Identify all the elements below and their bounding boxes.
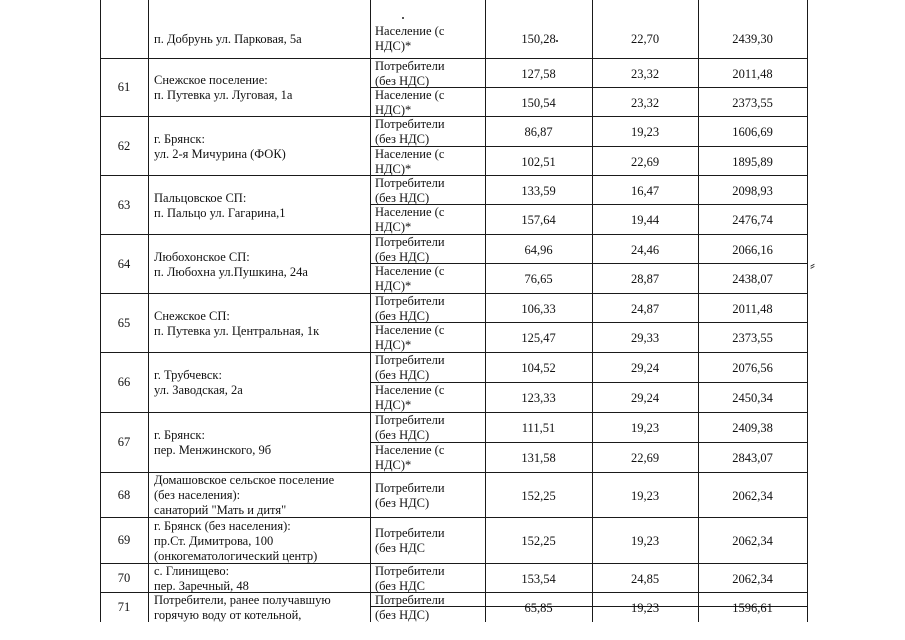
row-number: 63 (117, 198, 131, 212)
row-rule (100, 234, 808, 235)
place-text: п. Добрунь ул. Парковая, 5а (154, 32, 302, 46)
place-text: Любохонское СП: (154, 250, 250, 264)
consumer-category: НДС)* (375, 39, 412, 53)
value-cell: 150,54 (521, 96, 556, 110)
value-cell: 2066,16 (732, 243, 773, 257)
value-cell: 2450,34 (732, 391, 773, 405)
row-number: 69 (117, 533, 131, 547)
value-cell: 104,52 (521, 361, 556, 375)
value-cell: 2076,56 (732, 361, 773, 375)
consumer-category: НДС)* (375, 458, 412, 472)
value-cell: 16,47 (630, 184, 660, 198)
value-cell: 22,69 (630, 155, 660, 169)
consumer-category: Потребители (375, 593, 445, 607)
consumer-category: (без НДС (375, 541, 426, 555)
value-cell: 123,33 (521, 391, 556, 405)
consumer-category: Потребители (375, 117, 445, 131)
row-number: 70 (117, 571, 131, 585)
value-cell: 23,32 (630, 67, 660, 81)
place-text: Снежское поселение: (154, 73, 268, 87)
value-cell: 102,51 (521, 155, 556, 169)
value-cell: 29,33 (630, 331, 660, 345)
value-cell: 22,70 (630, 32, 660, 46)
value-cell: 28,87 (630, 272, 660, 286)
value-cell: 133,59 (521, 184, 556, 198)
value-cell: 64,96 (524, 243, 553, 257)
value-cell: 2439,30 (732, 32, 773, 46)
consumer-category: Потребители (375, 176, 445, 190)
row-number: 66 (117, 375, 131, 389)
value-cell: 2062,34 (732, 534, 773, 548)
place-text: (без населения): (154, 488, 241, 502)
value-cell: 19,23 (630, 489, 660, 503)
place-text: пр.Ст. Димитрова, 100 (154, 534, 274, 548)
row-rule (100, 352, 808, 353)
value-cell: 2098,93 (732, 184, 773, 198)
row-number: 61 (117, 80, 131, 94)
value-cell: 29,24 (630, 391, 660, 405)
value-cell: 76,65 (524, 272, 553, 286)
value-cell: 24,46 (630, 243, 660, 257)
value-cell: 23,32 (630, 96, 660, 110)
value-cell: 65,85 (524, 601, 553, 615)
place-text: Снежское СП: (154, 309, 230, 323)
consumer-category: Население (с (375, 88, 445, 102)
value-cell: 125,47 (521, 331, 556, 345)
place-text: с. Глинищево: (154, 564, 230, 578)
value-cell: 1606,69 (732, 125, 773, 139)
place-text: ул. 2-я Мичурина (ФОК) (154, 147, 286, 161)
value-cell: 157,64 (521, 213, 556, 227)
value-cell: 24,85 (630, 572, 660, 586)
place-text: п. Путевка ул. Луговая, 1а (154, 88, 293, 102)
consumer-category: Потребители (375, 294, 445, 308)
row-rule (100, 116, 808, 117)
consumer-category: (без НДС) (375, 428, 430, 442)
value-cell: 111,51 (521, 421, 556, 435)
place-text: пер. Заречный, 48 (154, 579, 249, 593)
row-number: 65 (117, 316, 131, 330)
consumer-category: Население (с (375, 264, 445, 278)
value-cell: 19,44 (630, 213, 660, 227)
column-rule (807, 0, 808, 622)
consumer-category: Население (с (375, 443, 445, 457)
value-cell: 1596,61 (732, 601, 773, 615)
value-cell: 19,23 (630, 421, 660, 435)
place-text: Пальцовское СП: (154, 191, 247, 205)
consumer-category: (без НДС) (375, 608, 430, 622)
row-rule (100, 412, 808, 413)
value-cell: 2438,07 (732, 272, 773, 286)
place-text: горячую воду от котельной, (154, 608, 302, 622)
value-cell: 106,33 (521, 302, 556, 316)
column-rule (148, 0, 149, 622)
place-text: п. Любохна ул.Пушкина, 24а (154, 265, 308, 279)
value-cell: 2011,48 (732, 302, 773, 316)
value-cell: 150,28 (521, 32, 556, 46)
place-text: ул. Заводская, 2а (154, 383, 243, 397)
value-cell: 19,23 (630, 534, 660, 548)
consumer-category: НДС)* (375, 279, 412, 293)
consumer-category: Потребители (375, 235, 445, 249)
consumer-category: НДС)* (375, 162, 412, 176)
value-cell: 152,25 (521, 534, 556, 548)
value-cell: 22,69 (630, 451, 660, 465)
consumer-category: (без НДС) (375, 496, 430, 510)
consumer-category: Население (с (375, 323, 445, 337)
value-cell: 2476,74 (732, 213, 773, 227)
row-number: 71 (117, 600, 131, 614)
consumer-category: Население (с (375, 24, 445, 38)
value-cell: 152,25 (521, 489, 556, 503)
place-text: (онкогематологический центр) (154, 549, 318, 563)
consumer-category: НДС)* (375, 338, 412, 352)
row-number: 68 (117, 488, 131, 502)
consumer-category: (без НДС (375, 579, 426, 593)
value-cell: 19,23 (630, 601, 660, 615)
value-cell: 24,87 (630, 302, 660, 316)
consumer-category: (без НДС) (375, 191, 430, 205)
row-rule (100, 293, 808, 294)
place-text: санаторий "Мать и дитя" (154, 503, 287, 517)
value-cell: 131,58 (521, 451, 556, 465)
consumer-category: Потребители (375, 481, 445, 495)
value-cell: 1895,89 (732, 155, 773, 169)
consumer-category: (без НДС) (375, 368, 430, 382)
consumer-category: (без НДС) (375, 132, 430, 146)
value-cell: 2409,38 (732, 421, 773, 435)
value-cell: 19,23 (630, 125, 660, 139)
scan-speck (402, 17, 404, 19)
value-cell: 2011,48 (732, 67, 773, 81)
row-number: 64 (117, 257, 131, 271)
consumer-category: Население (с (375, 147, 445, 161)
consumer-category: Потребители (375, 413, 445, 427)
place-text: Домашовское сельское поселение (154, 473, 335, 487)
consumer-category: Потребители (375, 526, 445, 540)
consumer-category: (без НДС) (375, 74, 430, 88)
consumer-category: Потребители (375, 564, 445, 578)
place-text: г. Брянск: (154, 428, 205, 442)
row-number: 62 (117, 139, 131, 153)
value-cell: 2062,34 (732, 572, 773, 586)
place-text: г. Брянск (без населения): (154, 519, 291, 533)
consumer-category: Потребители (375, 353, 445, 367)
value-cell: 2373,55 (732, 331, 773, 345)
place-text: п. Пальцо ул. Гагарина,1 (154, 206, 286, 220)
column-rule (370, 0, 371, 622)
value-cell: 2062,34 (732, 489, 773, 503)
consumer-category: (без НДС) (375, 309, 430, 323)
row-rule (100, 58, 808, 59)
place-text: Потребители, ранее получавшую (154, 593, 331, 607)
scan-speck (556, 40, 558, 42)
value-cell: 2843,07 (732, 451, 773, 465)
row-rule (100, 175, 808, 176)
value-cell: 127,58 (521, 67, 556, 81)
consumer-category: Потребители (375, 59, 445, 73)
value-cell: 153,54 (521, 572, 556, 586)
consumer-category: НДС)* (375, 103, 412, 117)
consumer-category: Население (с (375, 383, 445, 397)
value-cell: 86,87 (524, 125, 553, 139)
value-cell: 29,24 (630, 361, 660, 375)
value-cell: 2373,55 (732, 96, 773, 110)
place-text: пер. Менжинского, 9б (154, 443, 272, 457)
consumer-category: НДС)* (375, 398, 412, 412)
place-text: г. Брянск: (154, 132, 205, 146)
place-text: п. Путевка ул. Центральная, 1к (154, 324, 320, 338)
pen-check-mark: ⸗ (810, 258, 815, 274)
consumer-category: (без НДС) (375, 250, 430, 264)
row-number: 67 (117, 435, 131, 449)
place-text: г. Трубчевск: (154, 368, 222, 382)
consumer-category: Население (с (375, 205, 445, 219)
consumer-category: НДС)* (375, 220, 412, 234)
